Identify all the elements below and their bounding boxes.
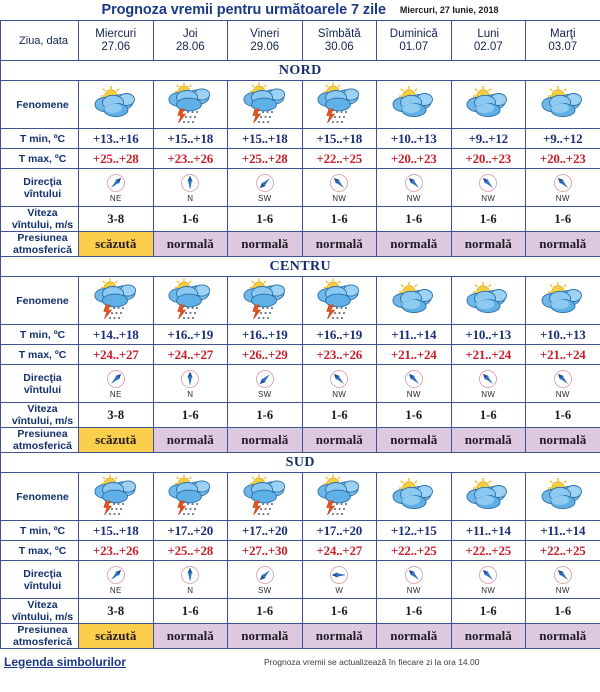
wind-speed-cell-centru-2: 1-6 xyxy=(228,403,303,428)
tmax-cell-sud-4: +22..+25 xyxy=(377,541,452,561)
wind-direction-n-icon xyxy=(180,565,200,585)
sun-clouds-icon xyxy=(463,281,513,321)
sun-clouds-thunder-rain-icon xyxy=(79,474,153,520)
pressure-cell-centru-5: normală xyxy=(451,428,526,453)
wind-speed-cell-centru-5: 1-6 xyxy=(451,403,526,428)
tmax-cell-sud-3: +24..+27 xyxy=(302,541,377,561)
day-header-row xyxy=(1,21,600,61)
region-banner-sud xyxy=(1,453,600,473)
day-name: Miercuri xyxy=(95,27,137,40)
tmin-cell-centru-2: +16..+19 xyxy=(228,325,303,345)
sun-clouds-icon xyxy=(377,474,451,520)
sun-clouds-thunder-rain-icon xyxy=(240,474,290,520)
sun-clouds-thunder-rain-icon xyxy=(314,474,364,520)
sun-clouds-icon xyxy=(91,85,141,125)
pressure-cell-sud-1: normală xyxy=(153,624,228,649)
tmax-cell-centru-4: +21..+24 xyxy=(377,345,452,365)
pressure-cell-sud-6: normală xyxy=(526,624,600,649)
phenomena-cell-centru-4 xyxy=(377,277,452,325)
sun-clouds-icon xyxy=(452,278,526,324)
sun-clouds-thunder-rain-icon xyxy=(303,474,377,520)
wind-speed-cell-sud-5: 1-6 xyxy=(451,599,526,624)
day-name: Sîmbătă xyxy=(317,27,361,40)
tmin-row-centru xyxy=(1,325,600,345)
sun-clouds-thunder-rain-icon xyxy=(154,278,228,324)
wind-direction-label: N xyxy=(187,585,194,595)
wind-direction-cell-nord-2 xyxy=(228,169,303,207)
wind-speed-cell-sud-0: 3-8 xyxy=(79,599,154,624)
wind-direction-n-icon xyxy=(180,369,200,389)
wind-direction-label: NW xyxy=(332,193,347,203)
phenomena-cell-sud-3 xyxy=(302,473,377,521)
wind-direction-row-centru xyxy=(1,365,600,403)
sun-clouds-thunder-rain-icon xyxy=(303,278,377,324)
phenomena-cell-sud-2 xyxy=(228,473,303,521)
phenomena-row-centru xyxy=(1,277,600,325)
wind-direction-nw-icon xyxy=(329,369,349,389)
phenomena-cell-centru-2 xyxy=(228,277,303,325)
day-date: 27.06 xyxy=(101,40,131,53)
sun-clouds-icon xyxy=(538,477,588,517)
tmax-cell-nord-6: +20..+23 xyxy=(526,149,600,169)
phenomena-cell-nord-1 xyxy=(153,81,228,129)
phenomena-cell-nord-2 xyxy=(228,81,303,129)
wind-direction-label: NW xyxy=(406,193,421,203)
wind-direction-cell-nord-1 xyxy=(153,169,228,207)
wind-direction-nw-icon xyxy=(553,173,573,193)
row-label-phenomena: Fenomene xyxy=(1,473,79,521)
tmax-row-sud xyxy=(1,541,600,561)
tmin-cell-nord-0: +13..+16 xyxy=(79,129,154,149)
wind-direction-sw-icon xyxy=(255,173,275,193)
phenomena-row-nord xyxy=(1,81,600,129)
wind-direction-row-sud xyxy=(1,561,600,599)
phenomena-cell-sud-1 xyxy=(153,473,228,521)
day-header-3 xyxy=(302,21,377,61)
wind-direction-sw-icon xyxy=(255,369,275,389)
pressure-cell-sud-5: normală xyxy=(451,624,526,649)
wind-direction-ne-icon xyxy=(106,369,126,389)
wind-direction-label: N xyxy=(187,389,194,399)
tmax-cell-sud-0: +23..+26 xyxy=(79,541,154,561)
tmin-cell-sud-6: +11..+14 xyxy=(526,521,600,541)
sun-clouds-icon xyxy=(463,477,513,517)
tmin-cell-centru-5: +10..+13 xyxy=(451,325,526,345)
day-name: Joi xyxy=(182,27,198,40)
sun-clouds-thunder-rain-icon xyxy=(228,474,302,520)
tmin-cell-centru-1: +16..+19 xyxy=(153,325,228,345)
day-date: 02.07 xyxy=(473,40,503,53)
wind-direction-n-icon xyxy=(180,173,200,193)
tmax-cell-nord-1: +23..+26 xyxy=(153,149,228,169)
pressure-cell-centru-2: normală xyxy=(228,428,303,453)
wind-direction-label: NW xyxy=(481,389,496,399)
day-date: 03.07 xyxy=(548,40,578,53)
sun-clouds-icon xyxy=(452,474,526,520)
sun-clouds-icon xyxy=(538,85,588,125)
row-label-wind-direction: Direcţia vîntului xyxy=(1,365,79,403)
phenomena-cell-centru-1 xyxy=(153,277,228,325)
day-name: Marţi xyxy=(549,27,576,40)
wind-speed-cell-sud-4: 1-6 xyxy=(377,599,452,624)
wind-speed-cell-nord-4: 1-6 xyxy=(377,207,452,232)
wind-speed-cell-sud-3: 1-6 xyxy=(302,599,377,624)
day-date: 01.07 xyxy=(399,40,429,53)
pressure-cell-nord-3: normală xyxy=(302,232,377,257)
wind-speed-row-centru xyxy=(1,403,600,428)
tmax-cell-sud-5: +22..+25 xyxy=(451,541,526,561)
tmin-cell-nord-3: +15..+18 xyxy=(302,129,377,149)
tmin-cell-nord-2: +15..+18 xyxy=(228,129,303,149)
pressure-cell-nord-4: normală xyxy=(377,232,452,257)
tmax-cell-sud-6: +22..+25 xyxy=(526,541,600,561)
wind-direction-label: SW xyxy=(258,389,272,399)
wind-direction-cell-sud-1 xyxy=(153,561,228,599)
wind-direction-nw-icon xyxy=(553,565,573,585)
wind-speed-row-nord xyxy=(1,207,600,232)
sun-clouds-icon xyxy=(377,278,451,324)
tmin-cell-centru-6: +10..+13 xyxy=(526,325,600,345)
tmax-cell-nord-4: +20..+23 xyxy=(377,149,452,169)
wind-speed-cell-sud-1: 1-6 xyxy=(153,599,228,624)
wind-speed-cell-centru-1: 1-6 xyxy=(153,403,228,428)
phenomena-cell-sud-6 xyxy=(526,473,600,521)
wind-direction-cell-sud-4 xyxy=(377,561,452,599)
row-label-phenomena: Fenomene xyxy=(1,81,79,129)
pressure-cell-centru-6: normală xyxy=(526,428,600,453)
wind-direction-cell-centru-3 xyxy=(302,365,377,403)
wind-direction-ne-icon xyxy=(106,565,126,585)
wind-direction-cell-sud-2 xyxy=(228,561,303,599)
phenomena-cell-centru-0 xyxy=(79,277,154,325)
sun-clouds-thunder-rain-icon xyxy=(154,474,228,520)
sun-clouds-thunder-rain-icon xyxy=(165,474,215,520)
wind-speed-cell-sud-2: 1-6 xyxy=(228,599,303,624)
region-banner-centru xyxy=(1,257,600,277)
wind-direction-cell-sud-0 xyxy=(79,561,154,599)
row-label-wind-speed: Viteza vîntului, m/s xyxy=(1,207,79,232)
sun-clouds-icon xyxy=(452,82,526,128)
pressure-cell-centru-3: normală xyxy=(302,428,377,453)
day-header-6 xyxy=(526,21,600,61)
wind-speed-cell-sud-6: 1-6 xyxy=(526,599,600,624)
update-note: Prognoza vremii se actualizează în fiecare zi la ora 14.00 xyxy=(264,656,480,667)
day-name: Duminică xyxy=(389,27,438,40)
sun-clouds-icon xyxy=(526,474,600,520)
wind-speed-row-sud xyxy=(1,599,600,624)
wind-direction-cell-nord-0 xyxy=(79,169,154,207)
wind-direction-nw-icon xyxy=(478,369,498,389)
forecast-table xyxy=(0,20,600,649)
tmin-cell-sud-5: +11..+14 xyxy=(451,521,526,541)
pressure-cell-nord-6: normală xyxy=(526,232,600,257)
day-header-5 xyxy=(451,21,526,61)
sun-clouds-thunder-rain-icon xyxy=(240,82,290,128)
row-label-tmax: T max, ºC xyxy=(1,541,79,561)
sun-clouds-thunder-rain-icon xyxy=(240,278,290,324)
tmax-cell-nord-3: +22..+25 xyxy=(302,149,377,169)
row-label-tmax: T max, ºC xyxy=(1,345,79,365)
sun-clouds-thunder-rain-icon xyxy=(91,474,141,520)
day-date: 30.06 xyxy=(324,40,354,53)
tmin-cell-sud-4: +12..+15 xyxy=(377,521,452,541)
phenomena-cell-sud-5 xyxy=(451,473,526,521)
wind-direction-label: NE xyxy=(109,389,122,399)
pressure-cell-sud-2: normală xyxy=(228,624,303,649)
pressure-cell-centru-4: normală xyxy=(377,428,452,453)
region-banner-nord xyxy=(1,61,600,81)
tmax-row-nord xyxy=(1,149,600,169)
wind-direction-cell-centru-6 xyxy=(526,365,600,403)
sun-clouds-thunder-rain-icon xyxy=(165,278,215,324)
wind-speed-cell-centru-4: 1-6 xyxy=(377,403,452,428)
wind-direction-nw-icon xyxy=(478,173,498,193)
sun-clouds-icon xyxy=(389,85,439,125)
legend-link[interactable]: Legenda simbolurilor xyxy=(4,654,127,669)
pressure-cell-centru-1: normală xyxy=(153,428,228,453)
region-name: SUD xyxy=(1,453,600,473)
tmax-cell-centru-2: +26..+29 xyxy=(228,345,303,365)
page-footer xyxy=(0,649,600,671)
pressure-row-sud xyxy=(1,624,600,649)
day-date: 29.06 xyxy=(250,40,280,53)
sun-clouds-thunder-rain-icon xyxy=(303,82,377,128)
sun-clouds-thunder-rain-icon xyxy=(228,82,302,128)
wind-direction-label: N xyxy=(187,193,194,203)
pressure-cell-nord-1: normală xyxy=(153,232,228,257)
tmin-cell-nord-4: +10..+13 xyxy=(377,129,452,149)
wind-direction-row-nord xyxy=(1,169,600,207)
wind-speed-cell-nord-5: 1-6 xyxy=(451,207,526,232)
day-header-1 xyxy=(153,21,228,61)
pressure-cell-nord-2: normală xyxy=(228,232,303,257)
wind-direction-label: SW xyxy=(258,193,272,203)
pressure-row-nord xyxy=(1,232,600,257)
tmin-cell-sud-0: +15..+18 xyxy=(79,521,154,541)
day-label-header: Ziua, data xyxy=(1,21,79,61)
wind-direction-label: NE xyxy=(109,193,122,203)
phenomena-cell-sud-4 xyxy=(377,473,452,521)
row-label-wind-direction: Direcţia vîntului xyxy=(1,561,79,599)
tmax-cell-nord-0: +25..+28 xyxy=(79,149,154,169)
wind-speed-cell-nord-1: 1-6 xyxy=(153,207,228,232)
wind-speed-cell-nord-0: 3-8 xyxy=(79,207,154,232)
row-label-tmin: T min, ºC xyxy=(1,325,79,345)
wind-direction-cell-nord-4 xyxy=(377,169,452,207)
wind-direction-label: NW xyxy=(332,389,347,399)
sun-clouds-icon xyxy=(389,477,439,517)
sun-clouds-thunder-rain-icon xyxy=(228,278,302,324)
wind-direction-sw-icon xyxy=(255,565,275,585)
tmin-row-nord xyxy=(1,129,600,149)
row-label-tmin: T min, ºC xyxy=(1,521,79,541)
page-title: Prognoza vremii pentru următoarele 7 zile xyxy=(101,2,386,18)
day-header-0 xyxy=(79,21,154,61)
wind-direction-label: NE xyxy=(109,585,122,595)
day-header-4 xyxy=(377,21,452,61)
sun-clouds-thunder-rain-icon xyxy=(165,82,215,128)
page-header xyxy=(0,0,600,20)
row-label-phenomena: Fenomene xyxy=(1,277,79,325)
sun-clouds-icon xyxy=(526,278,600,324)
wind-direction-label: W xyxy=(335,585,344,595)
pressure-cell-sud-0: scăzută xyxy=(79,624,154,649)
tmin-cell-sud-2: +17..+20 xyxy=(228,521,303,541)
tmax-cell-centru-5: +21..+24 xyxy=(451,345,526,365)
row-label-wind-speed: Viteza vîntului, m/s xyxy=(1,599,79,624)
wind-direction-nw-icon xyxy=(404,173,424,193)
pressure-cell-sud-3: normală xyxy=(302,624,377,649)
phenomena-cell-nord-6 xyxy=(526,81,600,129)
phenomena-cell-centru-6 xyxy=(526,277,600,325)
wind-direction-nw-icon xyxy=(553,369,573,389)
tmax-cell-centru-1: +24..+27 xyxy=(153,345,228,365)
wind-direction-label: SW xyxy=(258,585,272,595)
tmin-cell-nord-6: +9..+12 xyxy=(526,129,600,149)
phenomena-cell-nord-0 xyxy=(79,81,154,129)
day-header-2 xyxy=(228,21,303,61)
wind-direction-label: NW xyxy=(406,389,421,399)
wind-direction-label: NW xyxy=(555,389,570,399)
day-name: Vineri xyxy=(250,27,280,40)
pressure-cell-nord-0: scăzută xyxy=(79,232,154,257)
wind-direction-nw-icon xyxy=(329,173,349,193)
tmax-cell-sud-2: +27..+30 xyxy=(228,541,303,561)
sun-clouds-thunder-rain-icon xyxy=(314,278,364,324)
wind-direction-label: NW xyxy=(481,585,496,595)
wind-direction-cell-centru-0 xyxy=(79,365,154,403)
tmax-row-centru xyxy=(1,345,600,365)
sun-clouds-icon xyxy=(79,82,153,128)
region-name: NORD xyxy=(1,61,600,81)
phenomena-cell-centru-5 xyxy=(451,277,526,325)
sun-clouds-icon xyxy=(463,85,513,125)
tmin-cell-nord-5: +9..+12 xyxy=(451,129,526,149)
wind-direction-label: NW xyxy=(555,585,570,595)
wind-speed-cell-nord-2: 1-6 xyxy=(228,207,303,232)
current-date: Miercuri, 27 Iunie, 2018 xyxy=(399,5,499,15)
tmin-row-sud xyxy=(1,521,600,541)
tmax-cell-nord-2: +25..+28 xyxy=(228,149,303,169)
tmax-cell-nord-5: +20..+23 xyxy=(451,149,526,169)
wind-direction-cell-sud-6 xyxy=(526,561,600,599)
tmin-cell-nord-1: +15..+18 xyxy=(153,129,228,149)
tmax-cell-centru-6: +21..+24 xyxy=(526,345,600,365)
tmin-cell-sud-1: +17..+20 xyxy=(153,521,228,541)
pressure-cell-nord-5: normală xyxy=(451,232,526,257)
wind-direction-label: NW xyxy=(555,193,570,203)
wind-direction-nw-icon xyxy=(404,565,424,585)
sun-clouds-icon xyxy=(526,82,600,128)
tmax-cell-centru-3: +23..+26 xyxy=(302,345,377,365)
tmax-cell-sud-1: +25..+28 xyxy=(153,541,228,561)
wind-speed-cell-centru-3: 1-6 xyxy=(302,403,377,428)
sun-clouds-thunder-rain-icon xyxy=(314,82,364,128)
sun-clouds-icon xyxy=(377,82,451,128)
wind-speed-cell-centru-0: 3-8 xyxy=(79,403,154,428)
day-name: Luni xyxy=(477,27,500,40)
wind-direction-cell-centru-4 xyxy=(377,365,452,403)
wind-direction-cell-nord-5 xyxy=(451,169,526,207)
row-label-pressure: Presiunea atmosferică xyxy=(1,624,79,649)
pressure-cell-sud-4: normală xyxy=(377,624,452,649)
pressure-row-centru xyxy=(1,428,600,453)
sun-clouds-icon xyxy=(538,281,588,321)
wind-direction-cell-nord-6 xyxy=(526,169,600,207)
row-label-tmax: T max, ºC xyxy=(1,149,79,169)
row-label-pressure: Presiunea atmosferică xyxy=(1,428,79,453)
wind-direction-nw-icon xyxy=(404,369,424,389)
tmin-cell-centru-0: +14..+18 xyxy=(79,325,154,345)
wind-direction-label: NW xyxy=(406,585,421,595)
row-label-pressure: Presiunea atmosferică xyxy=(1,232,79,257)
wind-direction-nw-icon xyxy=(478,565,498,585)
wind-speed-cell-nord-6: 1-6 xyxy=(526,207,600,232)
phenomena-cell-sud-0 xyxy=(79,473,154,521)
phenomena-cell-nord-3 xyxy=(302,81,377,129)
day-date: 28.06 xyxy=(175,40,205,53)
phenomena-row-sud xyxy=(1,473,600,521)
tmin-cell-centru-3: +16..+19 xyxy=(302,325,377,345)
phenomena-cell-centru-3 xyxy=(302,277,377,325)
wind-direction-cell-nord-3 xyxy=(302,169,377,207)
sun-clouds-thunder-rain-icon xyxy=(91,278,141,324)
pressure-cell-centru-0: scăzută xyxy=(79,428,154,453)
row-label-tmin: T min, ºC xyxy=(1,129,79,149)
wind-direction-cell-centru-5 xyxy=(451,365,526,403)
wind-direction-cell-sud-5 xyxy=(451,561,526,599)
phenomena-cell-nord-4 xyxy=(377,81,452,129)
wind-speed-cell-nord-3: 1-6 xyxy=(302,207,377,232)
wind-direction-cell-centru-2 xyxy=(228,365,303,403)
wind-direction-w-icon xyxy=(329,565,349,585)
wind-direction-cell-sud-3 xyxy=(302,561,377,599)
wind-speed-cell-centru-6: 1-6 xyxy=(526,403,600,428)
wind-direction-ne-icon xyxy=(106,173,126,193)
wind-direction-label: NW xyxy=(481,193,496,203)
region-name: CENTRU xyxy=(1,257,600,277)
phenomena-cell-nord-5 xyxy=(451,81,526,129)
sun-clouds-icon xyxy=(389,281,439,321)
tmin-cell-centru-4: +11..+14 xyxy=(377,325,452,345)
sun-clouds-thunder-rain-icon xyxy=(154,82,228,128)
row-label-wind-direction: Direcţia vîntului xyxy=(1,169,79,207)
sun-clouds-thunder-rain-icon xyxy=(79,278,153,324)
tmax-cell-centru-0: +24..+27 xyxy=(79,345,154,365)
row-label-wind-speed: Viteza vîntului, m/s xyxy=(1,403,79,428)
wind-direction-cell-centru-1 xyxy=(153,365,228,403)
tmin-cell-sud-3: +17..+20 xyxy=(302,521,377,541)
